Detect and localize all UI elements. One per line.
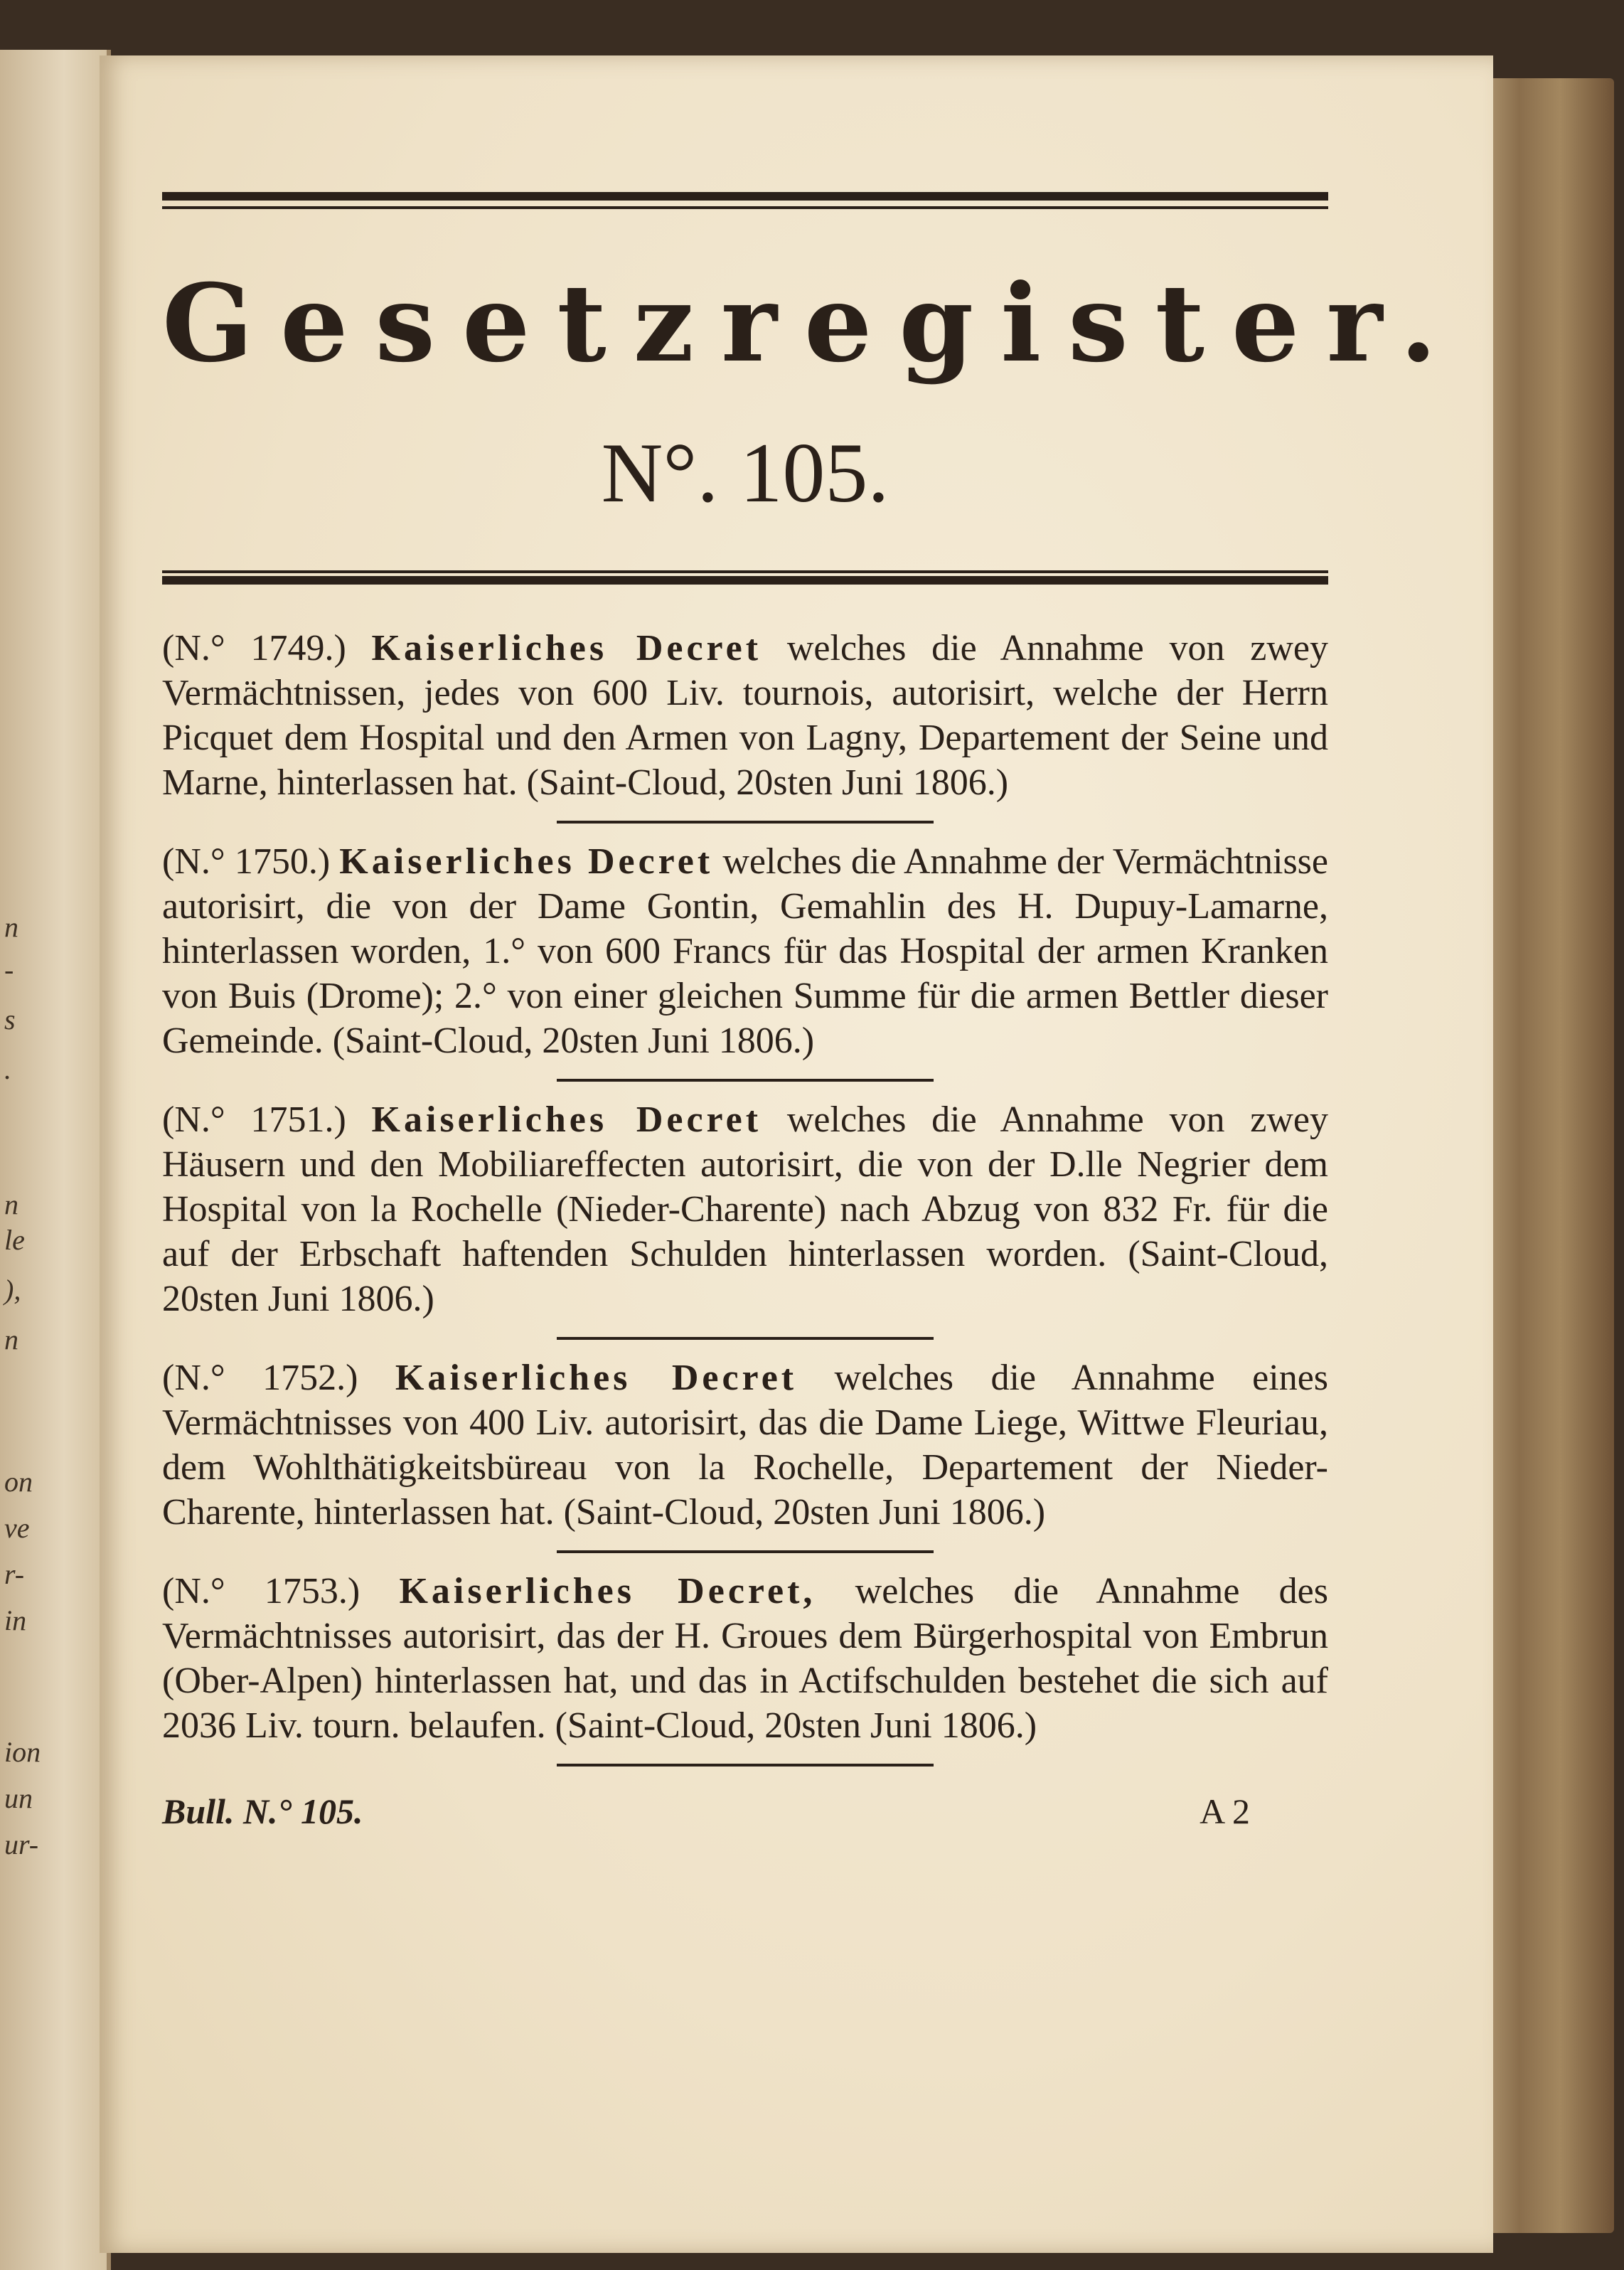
decree-entry-1753 (162, 1569, 1328, 1748)
entry-heading: Kaiserliches Decret (371, 1099, 762, 1140)
entry-separator (557, 1079, 934, 1082)
entry-separator (557, 821, 934, 824)
entry-text: welches die Annahme von zwey Häusern und den Mobiliareffecten autorisirt, die von der D.lle Negrier dem Hospital von la Rochelle (Nieder-Charente) nach Abzug von 832 Fr. für die auf der Erbschaft haftenden Schulden hinterlassen worden. (Saint-Cloud, 20sten Juni 1806.) (162, 1099, 1328, 1319)
margin-fragment: - (4, 954, 14, 986)
margin-fragment: . (4, 1053, 11, 1085)
entry-heading: Kaiserliches Decret (339, 841, 714, 882)
margin-fragment: n (4, 911, 18, 943)
decree-entry-1750 (162, 839, 1328, 1063)
page-footer (162, 1791, 1328, 1833)
margin-fragment: le (4, 1224, 25, 1256)
signature-mark: A 2 (1200, 1791, 1250, 1831)
entry-text: welches die Annahme eines Vermächtnisses von 400 Liv. autorisirt, das die Dame Liege, Wittwe Fleuriau, dem Wohlthätigkeitsbüreau von la Rochelle, Departement der Nieder-Charente, hinterlassen hat. (Saint-Cloud, 20sten Juni 1806.) (162, 1358, 1329, 1533)
entry-number: (N.° 1749.) (162, 628, 346, 668)
bulletin-reference: Bull. N.° 105. (162, 1791, 363, 1831)
entry-number: (N.° 1750.) (162, 841, 331, 882)
entry-text: welches die Annahme der Vermächtnisse autorisirt, die von der Dame Gontin, Gemahlin des H. Dupuy-Lamarne, hinterlassen worden, 1.° von 600 Francs für das Hospital der armen Kranken von Buis (Drome); 2.° von einer gleichen Summe für die armen Bettler dieser Gemeinde. (Saint-Cloud, 20sten Juni 1806.) (162, 841, 1328, 1061)
margin-fragment: r- (4, 1558, 25, 1590)
entry-separator (557, 1337, 934, 1340)
margin-fragment: ), (4, 1274, 21, 1306)
entry-number: (N.° 1753.) (162, 1571, 360, 1611)
entry-heading: Kaiserliches Decret, (399, 1571, 816, 1611)
margin-fragment: n (4, 1323, 18, 1355)
margin-fragment: ve (4, 1512, 30, 1544)
page-content (162, 192, 1464, 1833)
decree-entry-1751 (162, 1097, 1328, 1321)
margin-fragment: on (4, 1466, 33, 1498)
margin-fragment: ion (4, 1736, 41, 1768)
header-top-rule (162, 192, 1328, 213)
margin-fragment: in (4, 1604, 27, 1636)
entry-heading: Kaiserliches Decret (395, 1358, 798, 1398)
margin-fragment: n (4, 1188, 18, 1220)
entry-heading: Kaiserliches Decret (371, 628, 762, 668)
entry-text: welches die Annahme des Vermächtnisses autorisirt, das der H. Groues dem Bürgerhospital von Embrun (Ober-Alpen) hinterlassen hat, und das in Actifschulden bestehet die sich auf 2036 Liv. tourn. belaufen. (Saint-Cloud, 20sten Juni 1806.) (162, 1571, 1328, 1746)
entry-number: (N.° 1752.) (162, 1358, 358, 1398)
margin-fragment: un (4, 1782, 33, 1814)
entry-separator (557, 1550, 934, 1553)
left-page-edge (0, 50, 111, 2270)
right-page-stack-edge (1479, 78, 1614, 2233)
decree-entry-1749 (162, 626, 1328, 805)
entry-text: welches die Annahme von zwey Vermächtnissen, jedes von 600 Liv. tournois, autorisirt, welche der Herrn Picquet dem Hospital und den Armen von Lagny, Departement der Seine und Marne, hinterlassen hat. (Saint-Cloud, 20sten Juni 1806.) (162, 628, 1328, 803)
header-bottom-rule (162, 570, 1328, 592)
margin-fragment: s (4, 1003, 16, 1035)
entry-separator (557, 1764, 934, 1767)
entry-number: (N.° 1751.) (162, 1099, 346, 1140)
margin-fragment: ur- (4, 1828, 39, 1860)
decree-entry-1752 (162, 1355, 1328, 1535)
issue-number: N°. 105. (601, 425, 890, 520)
left-page-text-fragments (0, 50, 107, 2270)
page-title: Gesetzregister. (162, 261, 1464, 386)
